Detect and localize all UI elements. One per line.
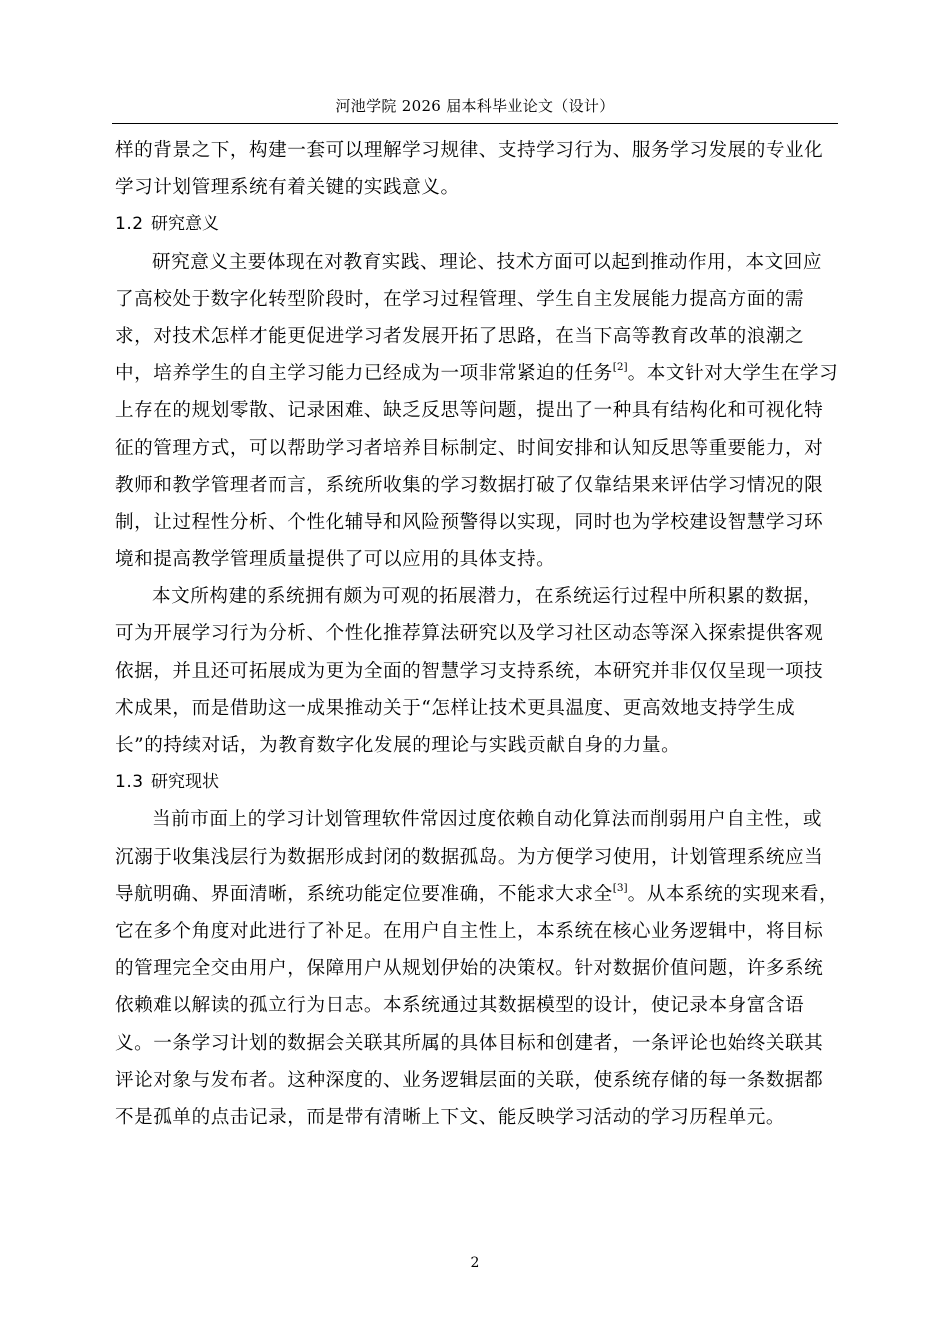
body-line: 沉溺于收集浅层行为数据形成封闭的数据孤岛。为方便学习使用，计划管理系统应当	[115, 846, 824, 868]
body-line: 可为开展学习行为分析、个性化推荐算法研究以及学习社区动态等深入探索提供客观	[115, 623, 824, 645]
page-body	[115, 132, 839, 1136]
body-line: 本文所构建的系统拥有颇为可观的拓展潜力，在系统运行过程中所积累的数据，	[152, 586, 823, 608]
body-line: 术成果，而是借助这一成果推动关于“怎样让技术更具温度、更高效地支持学生成	[115, 697, 796, 719]
text-run: 。本文针对大学生在学习	[627, 363, 839, 385]
paragraph	[115, 244, 839, 579]
body-line: 当前市面上的学习计划管理软件常因过度依赖自动化算法而削弱用户自主性，或	[152, 809, 823, 831]
section-title: 研究现状	[150, 772, 219, 793]
text-run: 中，培养学生的自主学习能力已经成为一项非常紧迫的任务	[115, 363, 613, 385]
body-line-with-citation	[115, 876, 839, 913]
running-header: 河池学院 2026 届本科毕业论文（设计）	[335, 97, 615, 115]
paragraph	[115, 801, 839, 1136]
body-line: 教师和教学管理者而言，系统所收集的学习数据打破了仅靠结果来评估学习情况的限	[115, 474, 824, 496]
body-line: 了高校处于数字化转型阶段时，在学习过程管理、学生自主发展能力提高方面的需	[115, 288, 805, 310]
body-line: 求，对技术怎样才能更促进学习者发展开拓了思路，在当下高等教育改革的浪潮之	[115, 325, 805, 347]
body-line: 长”的持续对话，为教育数字化发展的理论与实践贡献自身的力量。	[115, 735, 681, 756]
body-line: 上存在的规划零散、记录困难、缺乏反思等问题，提出了一种具有结构化和可视化特	[115, 400, 824, 422]
header-rule	[112, 123, 838, 124]
body-line: 评论对象与发布者。这种深度的、业务逻辑层面的关联，使系统存储的每一条数据都	[115, 1069, 824, 1091]
body-line: 依赖难以解读的孤立行为日志。本系统通过其数据模型的设计，使记录本身富含语	[115, 995, 805, 1017]
section-heading-1-2	[115, 206, 835, 243]
body-line: 境和提高教学管理质量提供了可以应用的具体支持。	[115, 549, 556, 571]
body-line: 依据，并且还可拓展成为更为全面的智慧学习支持系统，本研究并非仅仅呈现一项技	[115, 660, 824, 682]
body-line: 征的管理方式，可以帮助学习者培养目标制定、时间安排和认知反思等重要能力，对	[115, 437, 824, 459]
citation-ref: [3]	[612, 881, 628, 894]
section-number: 1.3	[115, 772, 144, 793]
paragraph	[115, 578, 835, 764]
section-heading-1-3	[115, 764, 835, 801]
body-line-with-citation	[115, 355, 839, 392]
body-line: 样的背景之下，构建一套可以理解学习规律、支持学习行为、服务学习发展的专业化	[115, 140, 824, 161]
text-run: 。从本系统的实现来看，	[627, 883, 839, 905]
body-line: 它在多个角度对此进行了补足。在用户自主性上，本系统在核心业务逻辑中，将目标	[115, 920, 824, 942]
text-run: 导航明确、界面清晰，系统功能定位要准确，不能求大求全	[115, 883, 613, 905]
body-line: 研究意义主要体现在对教育实践、理论、技术方面可以起到推动作用，本文回应	[152, 251, 823, 273]
body-line: 不是孤单的点击记录，而是带有清晰上下文、能反映学习活动的学习历程单元。	[115, 1106, 786, 1128]
body-line: 义。一条学习计划的数据会关联其所属的具体目标和创建者，一条评论也始终关联其	[115, 1032, 824, 1054]
body-line: 的管理完全交由用户，保障用户从规划伊始的决策权。针对数据价值问题，许多系统	[115, 958, 824, 980]
citation-ref: [2]	[612, 360, 628, 373]
body-line: 制，让过程性分析、个性化辅导和风险预警得以实现，同时也为学校建设智慧学习环	[115, 511, 824, 533]
body-line: 学习计划管理系统有着关键的实践意义。	[115, 177, 460, 199]
page-number: 2	[470, 1255, 480, 1271]
section-number: 1.2	[115, 214, 144, 235]
section-title: 研究意义	[150, 214, 219, 235]
